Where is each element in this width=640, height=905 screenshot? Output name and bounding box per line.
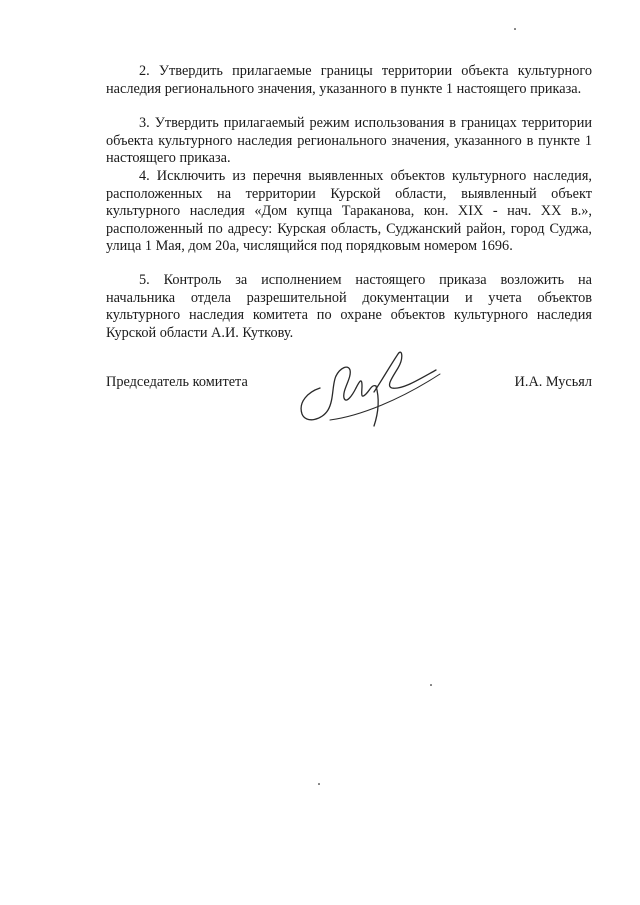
paragraph-item-5: 5. Контроль за исполнением настоящего приказа возложить на начальника отдела разрешительной документации и учета объектов культурного наследия комитета по охране объектов культурного наследия Курской области А.И. Куткову. — [106, 272, 592, 341]
signatory-title: Председатель комитета — [106, 374, 248, 390]
scan-speck — [318, 783, 320, 785]
scan-speck — [514, 28, 516, 30]
scan-speck — [430, 684, 432, 686]
paragraph-item-2: 2. Утвердить прилагаемые границы территории объекта культурного наследия регионального значения, указанного в пункте 1 настоящего приказа. — [106, 63, 592, 97]
paragraph-item-3: 3. Утвердить прилагаемый режим использования в границах территории объекта культурного наследия регионального значения, указанного в пункте 1 настоящего приказа. — [106, 115, 592, 167]
signatory-name: И.А. Мусьял — [514, 374, 592, 390]
paragraph-item-4: 4. Исключить из перечня выявленных объектов культурного наследия, расположенных на территории Курской области, выявленный объект культурного наследия «Дом купца Тараканова, кон. XIX - нач. XX в.», расположенный по адресу: Курская область, Суджанский район, город Суджа, улица 1 Мая, дом 20а, числящийся под порядковым номером 1696. — [106, 168, 592, 255]
handwritten-signature — [290, 340, 450, 430]
